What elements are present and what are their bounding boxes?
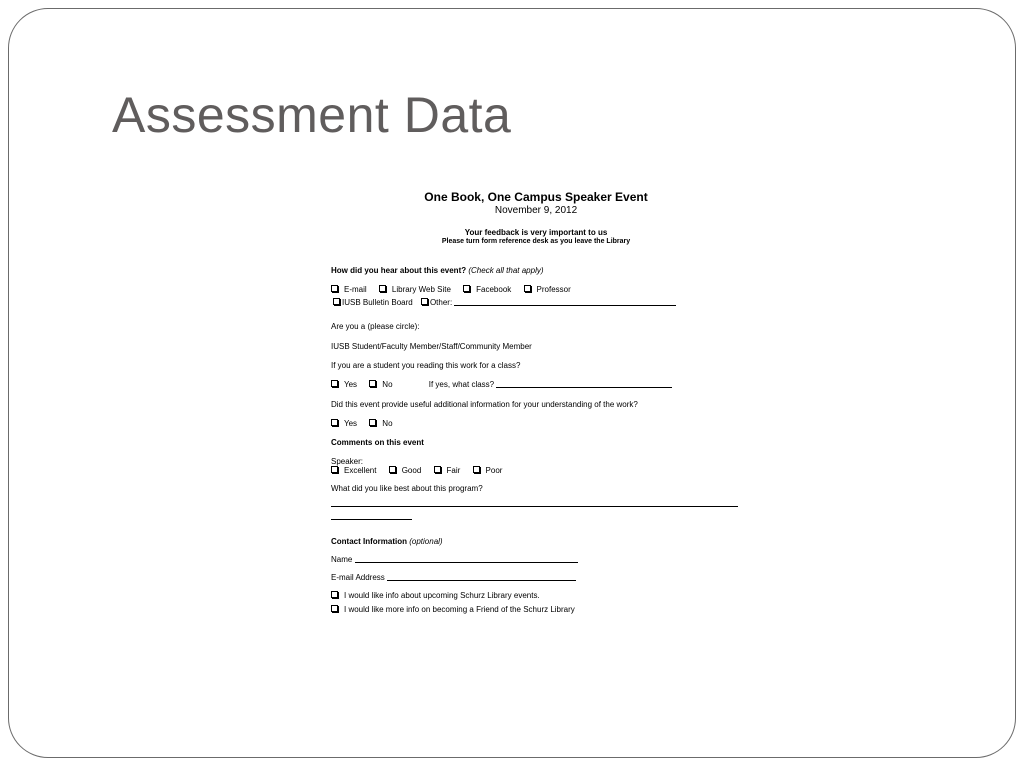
checkbox-good[interactable] [389, 466, 396, 473]
question-hear [331, 266, 544, 275]
option-label: Poor [485, 466, 503, 475]
slide-title: Assessment Data [112, 87, 512, 143]
question-hear-text: How did you hear about this event? [331, 266, 467, 275]
opt-in-row-2 [331, 605, 575, 614]
checkbox-bulletin-board[interactable] [333, 298, 340, 305]
option-label: Excellent [344, 466, 377, 475]
contact-heading-row [331, 537, 443, 546]
checkbox-yes[interactable] [331, 380, 338, 387]
opt-in-label: I would like info about upcoming Schurz Library events. [344, 591, 540, 600]
checkbox-poor[interactable] [473, 466, 480, 473]
name-row [331, 555, 578, 564]
option-label: IUSB Bulletin Board [342, 298, 413, 307]
hear-options-row-1 [331, 285, 581, 294]
question-hear-note: (Check all that apply) [468, 266, 544, 275]
option-label: Library Web Site [391, 285, 451, 294]
option-label: Other: [429, 298, 453, 307]
instruction-line: Please turn form reference desk as you leave the Library [441, 238, 631, 245]
question-are-you: Are you a (please circle): [331, 322, 420, 331]
checkbox-friend-info[interactable] [331, 605, 338, 612]
speaker-options-row [331, 466, 512, 475]
checkbox-facebook[interactable] [463, 285, 470, 292]
other-input-line[interactable] [454, 298, 676, 306]
hear-options-row-2 [333, 298, 676, 307]
checkbox-no[interactable] [369, 419, 376, 426]
checkbox-other[interactable] [421, 298, 428, 305]
option-label: E-mail [344, 285, 367, 294]
student-answer-row [331, 380, 672, 389]
name-input-line[interactable] [355, 555, 578, 563]
option-label: No [382, 380, 393, 389]
contact-heading: Contact Information [331, 537, 407, 546]
checkbox-excellent[interactable] [331, 466, 338, 473]
checkbox-professor[interactable] [524, 285, 531, 292]
checkbox-yes[interactable] [331, 419, 338, 426]
checkbox-no[interactable] [369, 380, 376, 387]
email-row [331, 573, 576, 582]
email-label: E-mail Address [331, 573, 385, 582]
feedback-line: Your feedback is very important to us [464, 228, 608, 237]
checkbox-events-info[interactable] [331, 591, 338, 598]
checkbox-library-web-site[interactable] [379, 285, 386, 292]
opt-in-row-1 [331, 591, 540, 600]
question-student: If you are a student you reading this work for a class? [331, 361, 521, 370]
question-best: What did you like best about this program? [331, 484, 483, 493]
checkbox-fair[interactable] [434, 466, 441, 473]
option-label: Yes [344, 380, 358, 389]
checkbox-email[interactable] [331, 285, 338, 292]
option-label: Fair [446, 466, 461, 475]
option-label: No [382, 419, 393, 428]
contact-note: (optional) [409, 537, 443, 546]
form-date: November 9, 2012 [494, 205, 578, 216]
roles-line: IUSB Student/Faculty Member/Staff/Community Member [331, 342, 532, 351]
option-label: Facebook [476, 285, 512, 294]
option-label: Good [401, 466, 422, 475]
useful-answer-row [331, 419, 403, 428]
form-title: One Book, One Campus Speaker Event [424, 190, 648, 204]
option-label: Yes [344, 419, 358, 428]
email-input-line[interactable] [387, 573, 576, 581]
name-label: Name [331, 555, 353, 564]
comments-heading: Comments on this event [331, 438, 424, 447]
question-useful: Did this event provide useful additional information for your understanding of the work? [331, 400, 638, 409]
best-answer-line-1[interactable] [331, 499, 738, 508]
if-yes-label: If yes, what class? [428, 380, 495, 389]
best-answer-line-2[interactable] [331, 512, 412, 521]
opt-in-label: I would like more info on becoming a Friend of the Schurz Library [344, 605, 575, 614]
speaker-label: Speaker: [331, 457, 364, 466]
option-label: Professor [536, 285, 571, 294]
class-input-line[interactable] [496, 380, 672, 388]
